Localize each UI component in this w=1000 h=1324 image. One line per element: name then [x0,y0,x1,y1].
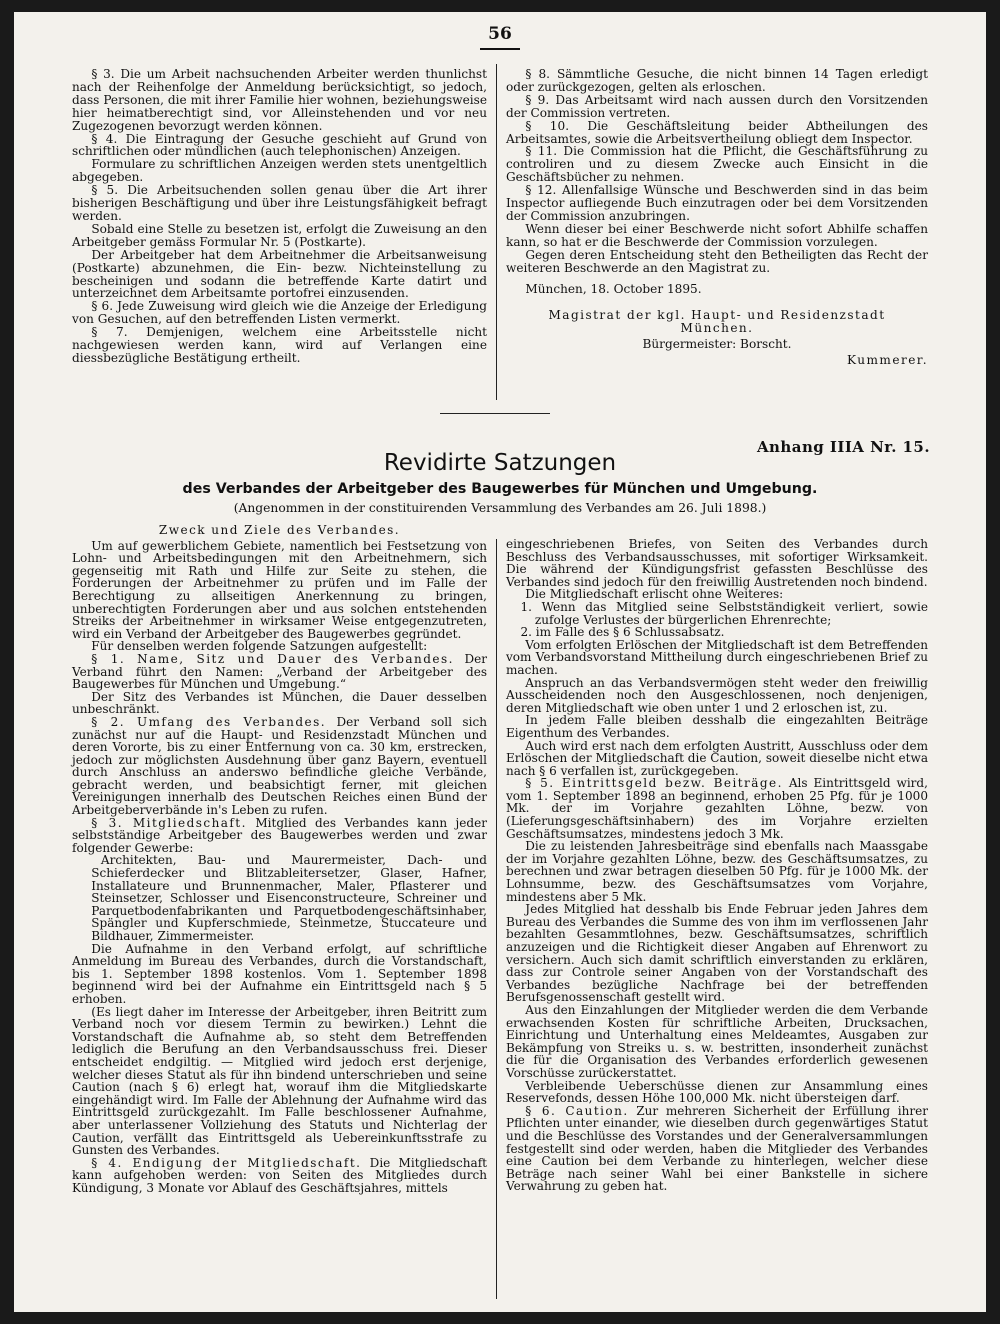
paragraph: Aus den Einzahlungen der Mitglieder werden die dem Verbande erwachsenden Kosten für schriftliche Arbeiten, Drucksachen, Einrichtung und Unterhaltung eines Meldeamtes, Ausgaben zur Bekämpfung von Streiks u. s. w. bestritten, insonderheit zunächst die für die Organisation des Verbandes erforderlich gewesenen Vorschüsse zurückerstattet. [506,1002,928,1080]
paragraph: § 10. Die Geschäftsleitung beider Abtheilungen des Arbeitsamtes, sowie die Arbeitsvertheilung obliegt dem Inspector. [506,118,928,146]
section-heading: Zweck und Ziele des Verbandes. [158,523,401,537]
section-5-text: Als Eintrittsgeld wird, vom 1. September 1898 an beginnend, erhoben 25 Pfg. für je 1000 Mk. der im Vorjahre gezahlten Löhne, bezw. von (Lieferungsgeschäftsinhabern) des im Vorjahre erzielten Geschäftsumsatzes, mindestens jedoch 3 Mk. [506,776,928,841]
section-divider [440,413,550,414]
paragraph: § 7. Demjenigen, welchem eine Arbeitsstelle nicht nachgewiesen werden kann, wird auf Verlangen eine diessbezügliche Bestätigung ertheilt. [72,325,487,365]
column-divider [496,64,497,400]
paragraph-section-4 [72,1157,487,1195]
paragraph: Der Sitz des Verbandes ist München, die Dauer desselben unbeschränkt. [72,689,487,717]
section-1-heading: § 1. Name, Sitz und Dauer des Verbandes. [91,651,454,666]
page-number: 56 [488,24,512,44]
column-divider [496,539,497,1299]
paragraph: § 4. Die Eintragung der Gesuche geschieht auf Grund von schriftlichen oder mündlichen (auch telephonischen) Anzeigen. [72,131,487,159]
paragraph: § 6. Jede Zuweisung wird gleich wie die Anzeige der Erledigung von Gesuchen, auf den betreffenden Listen vermerkt. [72,299,487,327]
document-title: Revidirte Satzungen [383,450,617,476]
document-subtitle: des Verbandes der Arbeitgeber des Baugewerbes für München und Umgebung. [182,481,818,497]
paragraph: Formulare zu schriftlichen Anzeigen werden stets unentgeltlich abgegeben. [72,157,487,185]
section-3-text: Mitglied des Verbandes kann jeder selbstständige Arbeitgeber des Baugewerbes werden und zwar folgender Gewerbe: [72,815,487,855]
paragraph-section-6 [506,1105,928,1193]
section-4-heading: § 4. Endigung der Mitgliedschaft. [91,1155,362,1170]
adoption-note: (Angenommen in der constituirenden Versammlung des Verbandes am 26. Juli 1898.) [233,501,767,515]
paragraph: Auch wird erst nach dem erfolgten Austritt, Ausschluss oder dem Erlöschen der Mitgliedschaft die Caution, soweit dieselbe nicht etwa nach § 6 verfallen ist, zurückgegeben. [506,738,929,778]
paragraph: Um auf gewerblichem Gebiete, namentlich bei Festsetzung von Lohn- und Arbeitsbedingungen mit den Arbeitnehmern, sich gegenseitig mit Rath und Hilfe zur Seite zu stehen, die Forderungen der Arbeitnehmer zu prüfen und im Falle der Berechtigung zu allseitigen Anerkennung zu bringen, unberechtigten Forderungen aber und aus solchen entstehenden Streiks der Arbeitnehmer in wirksamer Weise entgegenzutreten, wird ein Verband der Arbeitgeber des Baugewerbes gegründet. [72,538,487,641]
date-line: München, 18. October 1895. [525,281,702,296]
section-2-text: Der Verband soll sich zunächst nur auf die Haupt- und Residenzstadt München und deren Vororte, bis zu einer Entfernung von ca. 30 km, erstrecken, jedoch zur möglichsten Ausdehnung über ganz Bayern, eventuell durch Anschluss an anderswo befindliche gleiche Verbände, gebracht werden, und beabsichtigt ferner, mit gleichen Vereinigungen innerhalb des Deutschen Reiches einen Bund der Arbeitgeberverbände in's Leben zu rufen. [72,714,487,818]
signature-clerk: Kummerer. [847,353,928,368]
bottom-left-column [72,524,487,1194]
paragraph-section-5 [506,777,928,840]
signature-magistrat: Magistrat der kgl. Haupt- und Residenzstadt München. [548,308,886,336]
paragraph: Anspruch an das Verbandsvermögen steht weder den freiwillig Ausscheidenden noch den Ausgeschlossenen, noch denjenigen, deren Mitgliedschaft wie oben unter 1 und 2 erloschen ist, zu. [506,675,928,715]
paragraph: Vom erfolgten Erlöschen der Mitgliedschaft ist dem Betreffenden vom Verbandsvorstand Mittheilung durch eingeschriebenen Brief zu machen. [506,637,928,677]
paragraph: Für denselben werden folgende Satzungen aufgestellt: [91,639,428,654]
paragraph: § 3. Die um Arbeit nachsuchenden Arbeiter werden thunlichst nach der Reihenfolge der Anmeldung berücksichtigt, so jedoch, dass Personen, die mit ihrer Familie hier wohnen, beziehungsweise hier heimatberechtigt sind, vor Alleinstehenden und vor neu Zugezogenen bevorzugt werden können. [72,67,487,133]
paragraph: Der Arbeitgeber hat dem Arbeitnehmer die Arbeitsanweisung (Postkarte) abzunehmen, die Ein- bezw. Nichteinstellung zu bescheinigen und sodann die betreffende Karte datirt und unterzeichnet dem Arbeitsamte portofrei einzusenden. [72,247,487,301]
paragraph: § 9. Das Arbeitsamt wird nach aussen durch den Vorsitzenden der Commission vertreten. [506,92,928,120]
paragraph: § 11. Die Commission hat die Pflicht, die Geschäftsführung zu controliren und zu diesem Zwecke auch Einsicht in die Geschäftsbücher zu nehmen. [506,144,928,185]
paragraph: Sobald eine Stelle zu besetzen ist, erfolgt die Zuweisung an den Arbeitgeber gemäss Formular Nr. 5 (Postkarte). [72,221,487,249]
page-number-rule [480,48,520,50]
paragraph-section-3 [72,817,487,855]
appendix-label: Anhang IIIA Nr. 15. [756,438,930,456]
section-2-heading: § 2. Umfang des Verbandes. [91,714,326,729]
list-item: 1. Wenn das Mitglied seine Selbstständigkeit verliert, sowie zufolge Verlustes der bürgerlichen Ehrenrechte; [520,599,928,627]
paragraph: In jedem Falle bleiben desshalb die eingezahlten Beiträge Eigenthum des Verbandes. [506,713,928,740]
paragraph: Die zu leistenden Jahresbeiträge sind ebenfalls nach Maassgabe der im Vorjahre gezahlten Löhne, bezw. des Geschäftsumsatzes, zu berechnen und zwar betragen dieselben 50 Pfg. für je 1000 Mk. der Lohnsumme, bezw. des Geschäftsumsatzes vom Vorjahre, mindestens aber 5 Mk. [506,839,928,904]
paragraph: Die Mitgliedschaft erlischt ohne Weiteres: [525,587,784,602]
section-6-heading: § 6. Caution. [525,1103,629,1118]
paragraph-section-1 [72,653,487,691]
document-page [14,12,986,1312]
top-right-column [506,68,928,367]
section-1-text: Der Verband führt den Namen: „Verband der Arbeitgeber des Baugewerbes für München und Umgebung.“ [72,651,487,692]
paragraph: § 8. Sämmtliche Gesuche, die nicht binnen 14 Tagen erledigt oder zurückgezogen, gelten als erloschen. [506,67,928,94]
top-left-column [72,68,487,365]
paragraph: eingeschriebenen Briefes, von Seiten des Verbandes durch Beschluss des Verbandsausschusses, mit sofortiger Wirksamkeit. Die während der Kündigungsfrist gefassten Beschlüsse des Verbandes sind jedoch für den freiwillig Austretenden noch bindend. [506,537,928,589]
signature-mayor: Bürgermeister: Borscht. [642,337,792,352]
paragraph: Die Aufnahme in den Verband erfolgt, auf schriftliche Anmeldung im Bureau des Verbandes, durch die Vorstandschaft, bis 1. September 1898 kostenlos. Vom 1. September 1898 beginnend wird bei der Aufnahme ein Eintrittsgeld nach § 5 erhoben. [72,941,487,1006]
paragraph-section-2 [72,716,487,817]
paragraph: § 5. Die Arbeitsuchenden sollen genau über die Art ihrer bisherigen Beschäftigung und über ihre Leistungsfähigkeit befragt werden. [72,183,487,223]
paragraph: § 12. Allenfallsige Wünsche und Beschwerden sind in das beim Inspector aufliegende Buch einzutragen oder bei dem Vorsitzenden der Commission anzubringen. [506,183,928,223]
paragraph: Jedes Mitglied hat desshalb bis Ende Februar jeden Jahres dem Bureau des Verbandes die Summe des von ihm im verflossenen Jahr bezahlten Gesammtlohnes, bezw. Geschäftsumsatzes, schriftlich anzuzeigen und die Richtigkeit dieser Angaben auf Ehrenwort zu versichern. Auch sich damit schriftlich einverstanden zu erklären, dass zur Controle seiner Angaben von der Vorstandschaft des Verbandes bezügliche Nachfrage bei der betreffenden Berufsgenossenschaft gestellt wird. [506,902,928,1005]
bottom-right-column [506,538,928,1193]
paragraph: Verbleibende Ueberschüsse dienen zur Ansammlung eines Reservefonds, dessen Höhe 100,000 Mk. nicht übersteigen darf. [506,1078,928,1106]
section-4-text: Die Mitgliedschaft kann aufgehoben werden: von Seiten des Mitgliedes durch Kündigung, 3 Monate vor Ablauf des Geschäftsjahres, mittels [72,1155,487,1195]
paragraph: Wenn dieser bei einer Beschwerde nicht sofort Abhilfe schaffen kann, so hat er die Beschwerde der Commission vorzulegen. [506,221,928,249]
list-item: 2. im Falle des § 6 Schlussabsatz. [520,625,725,640]
trades-list: Architekten, Bau- und Maurermeister, Dach- und Schieferdecker und Blitzableitersetzer, Glaser, Hafner, Installateure und Brunnenmacher, Maler, Pflasterer und Steinsetzer, Schlosser und Eisenconstructeure, Schreiner und Parquetbodenfabrikanten und Parquetbodengeschäftsinhaber, Spängler und Kupferschmiede, Steinmetze, Stuccateure und Bildhauer, Zimmermeister. [91,853,487,943]
section-5-heading: § 5. Eintrittsgeld bezw. Beiträge. [525,776,783,791]
section-3-heading: § 3. Mitgliedschaft. [91,815,247,830]
paragraph: (Es liegt daher im Interesse der Arbeitgeber, ihren Beitritt zum Verband noch vor diesem Termin zu bewirken.) Lehnt die Vorstandschaft die Aufnahme ab, so steht dem Betreffenden lediglich die Berufung an den Verbandsausschuss frei. Dieser entscheidet endgiltig. — Mitglied wird jedoch erst derjenige, welcher dieses Statut als für ihn bindend unterschrieben und seine Caution (nach § 6) erlegt hat, worauf ihm die Mitgliedskarte eingehändigt wird. Im Falle der Ablehnung der Aufnahme wird das Eintrittsgeld zurückgezahlt. Im Falle beschlossener Aufnahme, aber unterlassener Vollziehung des Statuts und Nichterlag der Caution, verfällt das Eintrittsgeld als Uebereinkunftsstrafe zu Gunsten des Verbandes. [72,1004,487,1158]
paragraph: Gegen deren Entscheidung steht den Betheiligten das Recht der weiteren Beschwerde an den Magistrat zu. [506,247,928,275]
section-6-text: Zur mehreren Sicherheit der Erfüllung ihrer Pflichten unter einander, wie dieselben durch gegenwärtiges Statut und die Beschlüsse des Vorstandes und der Generalversammlungen festgestellt sind oder werden, haben die Mitglieder des Verbandes eine Caution bei dem Verbande zu hinterlegen, welcher diese Beträge nach seiner Wahl bei einer Bankstelle in sichere Verwahrung zu geben hat. [506,1103,928,1194]
